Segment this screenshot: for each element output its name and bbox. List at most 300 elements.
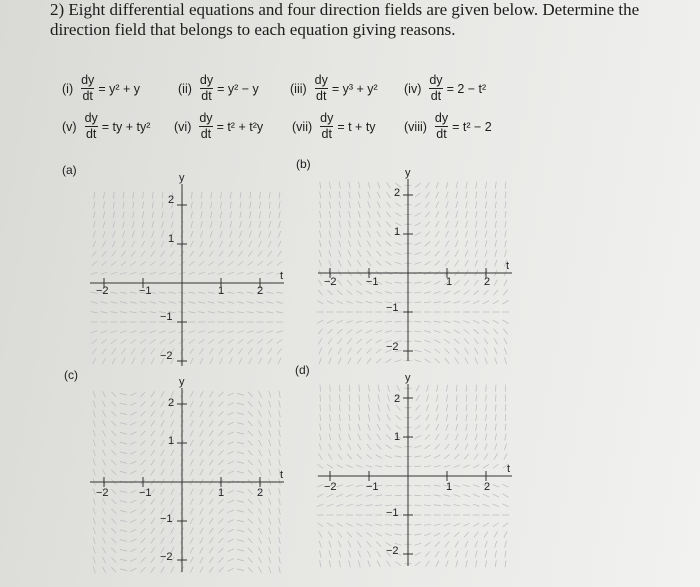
slope-mark bbox=[376, 349, 382, 353]
slope-mark bbox=[485, 211, 486, 218]
equation-rhs: = 2 − t² bbox=[446, 81, 487, 96]
slope-mark bbox=[385, 485, 392, 486]
slope-mark bbox=[367, 444, 371, 450]
slope-mark bbox=[475, 211, 477, 218]
slope-mark bbox=[434, 485, 441, 486]
slope-mark bbox=[446, 201, 448, 208]
slope-mark bbox=[278, 358, 281, 364]
slope-mark bbox=[465, 250, 468, 256]
slope-mark bbox=[366, 524, 373, 526]
slope-mark bbox=[102, 411, 105, 417]
slope-mark bbox=[130, 302, 137, 304]
slope-mark bbox=[377, 561, 380, 567]
slope-mark bbox=[347, 339, 352, 344]
slope-mark bbox=[503, 300, 509, 304]
slope-mark bbox=[356, 465, 363, 468]
slope-mark bbox=[349, 201, 351, 208]
slope-mark bbox=[329, 443, 331, 450]
slope-mark bbox=[211, 192, 212, 199]
slope-mark bbox=[161, 498, 164, 504]
t-tick-label: 1 bbox=[446, 276, 453, 288]
slope-mark bbox=[258, 348, 262, 354]
slope-mark bbox=[455, 551, 458, 557]
slope-mark bbox=[415, 193, 421, 197]
slope-mark bbox=[151, 518, 155, 524]
slope-mark bbox=[151, 547, 155, 553]
slope-mark bbox=[200, 440, 203, 446]
slope-mark bbox=[505, 221, 506, 228]
slope-mark bbox=[483, 301, 489, 304]
slope-mark bbox=[131, 251, 135, 257]
slope-mark bbox=[123, 202, 124, 209]
slope-mark bbox=[93, 440, 95, 447]
slope-mark bbox=[339, 182, 340, 189]
slope-mark bbox=[199, 339, 205, 343]
slope-mark bbox=[102, 348, 106, 354]
slope-mark bbox=[386, 445, 392, 449]
slope-mark bbox=[375, 465, 382, 467]
slope-mark bbox=[366, 330, 372, 333]
slope-mark bbox=[466, 414, 467, 421]
slope-mark bbox=[505, 404, 506, 411]
slope-mark bbox=[336, 485, 343, 487]
slope-mark bbox=[366, 505, 373, 506]
slope-mark bbox=[466, 385, 467, 392]
slope-mark bbox=[94, 211, 95, 218]
slope-mark bbox=[348, 260, 351, 266]
slope-mark bbox=[456, 182, 458, 189]
slope-mark bbox=[169, 302, 176, 304]
slope-mark bbox=[455, 541, 459, 547]
slope-mark bbox=[455, 260, 459, 266]
slope-mark bbox=[120, 559, 127, 561]
slope-mark bbox=[414, 341, 421, 342]
slope-mark bbox=[120, 510, 127, 512]
slope-mark bbox=[476, 201, 477, 208]
slope-mark bbox=[348, 240, 350, 247]
slope-mark bbox=[357, 532, 362, 537]
slope-mark bbox=[474, 280, 478, 286]
slope-mark bbox=[111, 339, 117, 343]
slope-mark bbox=[454, 532, 459, 537]
slope-mark bbox=[424, 349, 430, 352]
slope-mark bbox=[269, 537, 271, 544]
slope-mark bbox=[358, 551, 361, 557]
slope-mark bbox=[376, 340, 382, 343]
slope-mark bbox=[149, 312, 156, 313]
slope-mark bbox=[133, 192, 134, 199]
slope-mark bbox=[320, 404, 321, 411]
slope-mark bbox=[395, 213, 401, 217]
slope-mark bbox=[395, 262, 402, 264]
derivative-num: dy bbox=[320, 111, 334, 125]
slope-mark bbox=[358, 241, 361, 247]
slope-mark bbox=[151, 567, 155, 573]
slope-mark bbox=[101, 302, 108, 304]
slope-mark bbox=[93, 527, 95, 534]
slope-mark bbox=[318, 290, 323, 295]
slope-mark bbox=[484, 532, 488, 538]
slope-mark bbox=[228, 339, 234, 343]
slope-mark bbox=[190, 508, 193, 514]
slope-mark bbox=[209, 567, 213, 573]
slope-mark bbox=[337, 329, 342, 334]
slope-mark bbox=[466, 424, 468, 431]
slope-mark bbox=[494, 453, 498, 459]
slope-mark bbox=[357, 348, 361, 353]
slope-mark bbox=[348, 541, 351, 547]
slope-mark bbox=[209, 547, 213, 553]
slope-mark bbox=[121, 261, 127, 265]
slope-mark bbox=[466, 192, 468, 199]
slope-mark bbox=[237, 272, 244, 274]
slope-mark bbox=[269, 440, 271, 447]
slope-mark bbox=[425, 359, 431, 363]
slope-mark bbox=[339, 404, 340, 411]
slope-mark bbox=[386, 241, 391, 246]
slope-mark bbox=[473, 301, 479, 304]
equation-number: (ii) bbox=[178, 81, 192, 96]
slope-mark bbox=[444, 321, 451, 323]
slope-mark bbox=[228, 432, 234, 435]
slope-mark bbox=[415, 562, 421, 566]
slope-mark bbox=[476, 192, 477, 199]
slope-mark bbox=[483, 320, 489, 323]
slope-mark bbox=[198, 272, 205, 274]
slope-mark bbox=[319, 541, 321, 548]
slope-mark bbox=[112, 251, 116, 257]
slope-mark bbox=[111, 548, 116, 553]
slope-mark bbox=[463, 523, 469, 526]
slope-mark bbox=[91, 331, 98, 333]
slope-mark bbox=[329, 250, 331, 257]
derivative-den: dt bbox=[200, 127, 212, 141]
slope-mark bbox=[377, 551, 381, 557]
y-axis-label: y bbox=[405, 372, 411, 384]
slope-mark bbox=[191, 192, 192, 199]
slope-mark bbox=[258, 537, 261, 543]
slope-mark bbox=[349, 560, 351, 567]
slope-mark bbox=[385, 505, 392, 506]
slope-mark bbox=[120, 520, 127, 522]
slope-mark bbox=[368, 404, 369, 411]
slope-mark bbox=[279, 537, 281, 544]
slope-mark bbox=[161, 567, 164, 573]
slope-mark bbox=[436, 211, 439, 217]
slope-mark bbox=[395, 456, 402, 457]
slope-mark bbox=[320, 192, 321, 199]
slope-mark bbox=[358, 434, 361, 440]
slope-mark bbox=[228, 490, 234, 493]
slope-mark bbox=[446, 414, 448, 421]
slope-mark bbox=[250, 202, 251, 209]
slope-mark bbox=[378, 414, 380, 421]
slope-mark bbox=[229, 358, 232, 364]
slope-mark bbox=[368, 201, 370, 208]
slope-mark bbox=[111, 557, 116, 562]
slope-mark bbox=[200, 508, 203, 514]
slope-mark bbox=[132, 231, 134, 238]
slope-mark bbox=[446, 211, 449, 217]
slope-mark bbox=[445, 231, 448, 237]
slope-mark bbox=[151, 538, 155, 544]
slope-mark bbox=[102, 440, 105, 446]
slope-mark bbox=[367, 551, 370, 557]
slope-mark bbox=[495, 434, 497, 441]
slope-mark bbox=[141, 528, 146, 533]
slope-mark bbox=[349, 211, 351, 218]
slope-mark bbox=[219, 251, 223, 257]
slope-mark bbox=[141, 567, 146, 572]
slope-mark bbox=[475, 231, 477, 238]
slope-mark bbox=[476, 424, 477, 431]
slope-mark bbox=[386, 202, 390, 208]
slope-mark bbox=[426, 395, 428, 402]
slope-mark bbox=[464, 532, 469, 537]
slope-mark bbox=[200, 241, 203, 247]
slope-mark bbox=[200, 430, 203, 436]
slope-mark bbox=[495, 395, 496, 402]
slope-mark bbox=[327, 504, 334, 506]
slope-mark bbox=[200, 537, 203, 543]
slope-mark bbox=[376, 542, 381, 547]
slope-mark bbox=[414, 331, 421, 332]
slope-mark bbox=[190, 391, 193, 397]
slope-mark bbox=[424, 533, 431, 535]
slope-mark bbox=[456, 395, 457, 402]
slope-mark bbox=[453, 301, 460, 303]
slope-mark bbox=[200, 231, 202, 238]
slope-mark bbox=[258, 469, 261, 475]
slope-mark bbox=[169, 261, 175, 265]
slope-mark bbox=[444, 301, 451, 303]
field-c-label: (c) bbox=[64, 368, 78, 382]
slope-mark bbox=[159, 292, 166, 293]
slope-mark bbox=[210, 231, 212, 238]
slope-mark bbox=[219, 509, 224, 514]
slope-mark bbox=[474, 454, 478, 460]
slope-mark bbox=[455, 250, 458, 256]
slope-mark bbox=[348, 231, 350, 238]
slope-mark bbox=[92, 251, 96, 257]
slope-mark bbox=[453, 465, 460, 468]
t-axis-label: t bbox=[506, 260, 510, 272]
slope-mark bbox=[436, 395, 438, 402]
slope-mark bbox=[152, 221, 154, 228]
slope-mark bbox=[493, 301, 499, 304]
equation-vii bbox=[292, 112, 376, 141]
slope-mark bbox=[172, 211, 173, 218]
slope-mark bbox=[329, 358, 332, 364]
slope-mark bbox=[455, 444, 459, 450]
slope-mark bbox=[228, 422, 234, 425]
slope-mark bbox=[329, 434, 331, 441]
slope-mark bbox=[237, 530, 244, 532]
slope-mark bbox=[424, 321, 431, 322]
slope-mark bbox=[152, 192, 153, 199]
slope-mark bbox=[111, 421, 116, 426]
slope-mark bbox=[346, 321, 353, 323]
slope-mark bbox=[279, 527, 281, 534]
slope-mark bbox=[455, 434, 458, 440]
slope-mark bbox=[339, 424, 340, 431]
slope-mark bbox=[465, 260, 468, 266]
slope-mark bbox=[505, 211, 506, 218]
slope-mark bbox=[434, 321, 441, 322]
slope-mark bbox=[320, 560, 321, 567]
slope-mark bbox=[445, 261, 449, 266]
derivative-den: dt bbox=[321, 127, 332, 141]
slope-mark bbox=[190, 450, 193, 456]
derivative-num: dy bbox=[429, 73, 443, 87]
slope-mark bbox=[485, 231, 487, 238]
slope-mark bbox=[130, 529, 136, 532]
slope-mark bbox=[444, 532, 450, 536]
slope-mark bbox=[329, 551, 331, 558]
slope-mark bbox=[416, 385, 419, 391]
slope-mark bbox=[131, 348, 135, 354]
slope-mark bbox=[444, 495, 451, 497]
slope-mark bbox=[493, 320, 499, 323]
t-tick-label: −1 bbox=[366, 276, 379, 288]
slope-mark bbox=[161, 528, 164, 534]
derivative-den: dt bbox=[430, 89, 442, 103]
slope-mark bbox=[228, 520, 234, 523]
slope-mark bbox=[151, 391, 155, 397]
slope-mark bbox=[191, 221, 193, 228]
slope-mark bbox=[230, 221, 232, 228]
slope-mark bbox=[267, 339, 273, 343]
slope-mark bbox=[237, 423, 244, 425]
slope-mark bbox=[484, 290, 489, 295]
slope-mark bbox=[485, 443, 487, 450]
slope-mark bbox=[279, 566, 281, 573]
slope-mark bbox=[385, 331, 392, 333]
direction-field-b bbox=[310, 165, 520, 365]
slope-mark bbox=[329, 240, 331, 247]
slope-mark bbox=[190, 401, 193, 407]
slope-mark bbox=[425, 261, 431, 265]
slope-mark bbox=[368, 192, 370, 199]
slope-mark bbox=[339, 414, 340, 421]
slope-mark bbox=[357, 541, 361, 547]
slope-mark bbox=[465, 231, 467, 238]
slope-mark bbox=[277, 348, 281, 354]
slope-mark bbox=[445, 251, 449, 257]
slope-mark bbox=[269, 221, 271, 228]
slope-mark bbox=[248, 411, 253, 416]
slope-mark bbox=[248, 528, 253, 533]
slope-mark bbox=[494, 338, 498, 344]
slope-mark bbox=[456, 221, 458, 228]
slope-mark bbox=[111, 392, 116, 397]
slope-mark bbox=[317, 464, 323, 468]
slope-mark bbox=[258, 498, 261, 504]
slope-mark bbox=[465, 551, 467, 558]
slope-mark bbox=[171, 420, 174, 426]
slope-mark bbox=[209, 421, 213, 427]
slope-mark bbox=[141, 402, 146, 407]
slope-mark bbox=[247, 339, 253, 343]
slope-mark bbox=[414, 524, 421, 525]
slope-mark bbox=[464, 454, 469, 459]
slope-mark bbox=[426, 182, 430, 188]
slope-mark bbox=[111, 499, 116, 504]
y-tick-label: −2 bbox=[386, 341, 399, 353]
slope-mark bbox=[209, 391, 213, 397]
slope-mark bbox=[387, 414, 390, 420]
slope-mark bbox=[266, 292, 273, 293]
slope-mark bbox=[200, 518, 203, 524]
slope-mark bbox=[339, 221, 341, 228]
slope-mark bbox=[92, 348, 96, 354]
slope-mark bbox=[279, 401, 281, 408]
slope-mark bbox=[349, 221, 351, 228]
slope-mark bbox=[484, 329, 489, 334]
slope-mark bbox=[120, 452, 127, 454]
slope-mark bbox=[248, 470, 253, 475]
slope-mark bbox=[346, 465, 352, 468]
slope-mark bbox=[465, 358, 468, 364]
slope-mark bbox=[237, 510, 244, 512]
slope-mark bbox=[446, 182, 448, 189]
equation-number: (v) bbox=[62, 119, 77, 134]
slope-mark bbox=[210, 358, 213, 364]
slope-mark bbox=[387, 405, 390, 411]
slope-mark bbox=[415, 415, 420, 420]
slope-mark bbox=[102, 557, 105, 563]
slope-mark bbox=[357, 358, 361, 364]
slope-mark bbox=[320, 182, 321, 189]
slope-mark bbox=[266, 331, 273, 333]
slope-mark bbox=[248, 538, 253, 543]
slope-mark bbox=[358, 192, 360, 199]
slope-mark bbox=[386, 261, 392, 265]
slope-mark bbox=[121, 251, 125, 257]
slope-mark bbox=[258, 547, 261, 553]
slope-mark bbox=[220, 221, 222, 228]
slope-mark bbox=[200, 557, 203, 563]
slope-mark bbox=[248, 421, 253, 426]
slope-mark bbox=[279, 211, 280, 218]
slope-mark bbox=[104, 192, 105, 199]
slope-mark bbox=[200, 401, 203, 407]
slope-mark bbox=[495, 250, 497, 257]
slope-mark bbox=[149, 331, 156, 333]
slope-mark bbox=[377, 211, 380, 217]
slope-mark bbox=[485, 221, 487, 228]
slope-mark bbox=[425, 445, 431, 449]
slope-mark bbox=[219, 358, 222, 364]
slope-mark bbox=[320, 211, 321, 218]
slope-mark bbox=[367, 541, 371, 547]
slope-mark bbox=[259, 231, 261, 238]
slope-mark bbox=[93, 488, 95, 495]
slope-mark bbox=[219, 470, 224, 475]
slope-mark bbox=[395, 425, 401, 429]
slope-mark bbox=[130, 432, 136, 435]
slope-mark bbox=[378, 395, 380, 402]
slope-mark bbox=[161, 430, 164, 436]
slope-mark bbox=[93, 420, 95, 427]
slope-mark bbox=[395, 466, 402, 467]
slope-mark bbox=[317, 523, 323, 527]
slope-mark bbox=[368, 424, 370, 431]
slope-mark bbox=[219, 241, 222, 247]
slope-mark bbox=[258, 459, 261, 465]
slope-mark bbox=[130, 339, 136, 343]
slope-mark bbox=[130, 490, 136, 493]
